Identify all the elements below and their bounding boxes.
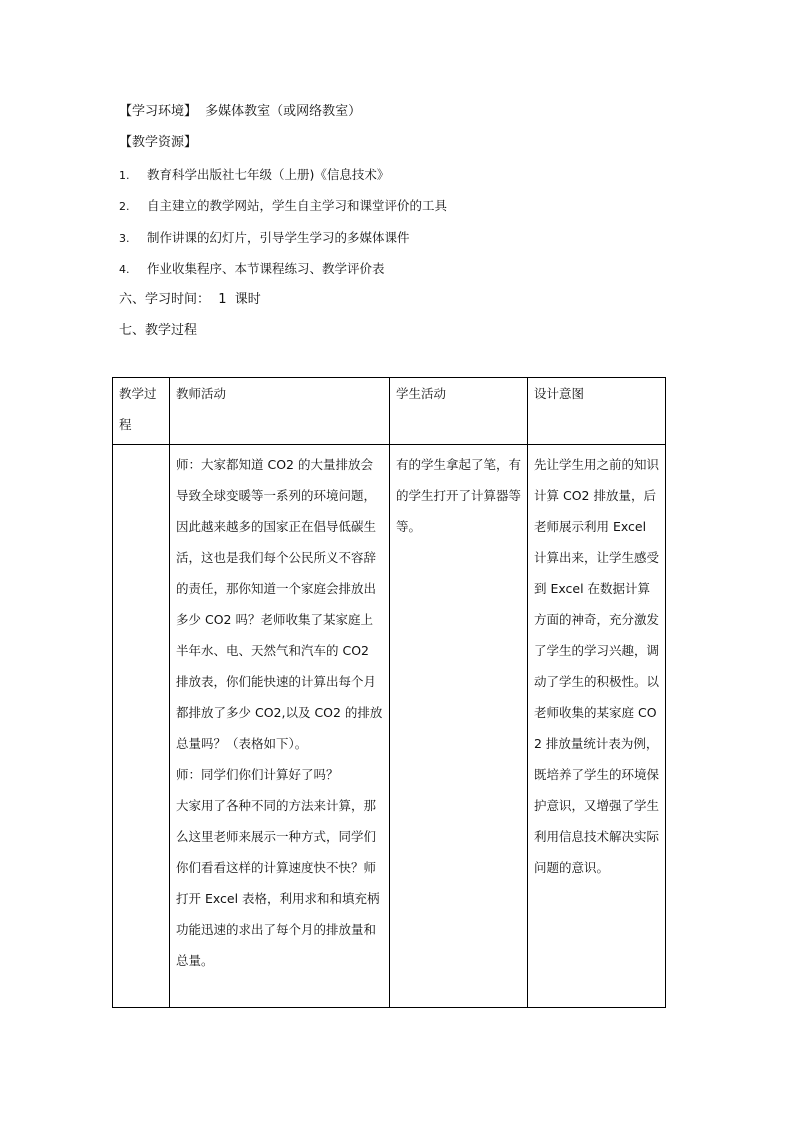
header-teacher: 教师活动 xyxy=(170,378,390,445)
header-intent: 设计意图 xyxy=(528,378,666,445)
cell-process xyxy=(113,445,170,1008)
teacher-paragraph: 师：同学们你们计算好了吗？ xyxy=(176,767,339,782)
resource-text: 自主建立的教学网站，学生自主学习和课堂评价的工具 xyxy=(147,198,448,213)
cell-teacher-activity xyxy=(170,445,390,1008)
cell-student-activity: 有的学生拿起了笔，有的学生打开了计算器等等。 xyxy=(390,445,528,1008)
resource-number: 2. xyxy=(119,200,130,213)
teacher-paragraph: 大家用了各种不同的方法来计算，那么这里老师来展示一种方式，同学们你们看看这样的计算速度快不快？师打开 Excel 表格，利用求和和填充柄功能迅速的求出了每个月的排放量和总量。 xyxy=(176,798,380,968)
resource-text: 教育科学出版社七年级（上册)《信息技术》 xyxy=(147,167,390,182)
header-student: 学生活动 xyxy=(390,378,528,445)
teacher-paragraph: 师：大家都知道 CO2 的大量排放会导致全球变暖等一系列的环境问题，因此越来越多的国家正在倡导低碳生活，这也是我们每个公民所义不容辞的责任，那你知道一个家庭会排放出多少 CO2 吗？老师收集了某家庭上半年水、电、天然气和汽车的 CO2 排放表，你们能快速的计算出每个月都排放了多少 CO2,以及 CO2 的排放总量吗？（表格如下）。 xyxy=(176,457,383,751)
resource-item xyxy=(119,166,389,185)
environment-value: 多媒体教室（或网络教室） xyxy=(205,104,362,119)
cell-design-intent: 先让学生用之前的知识计算 CO2 排放量，后老师展示利用 Excel 计算出来，让学生感受到 Excel 在数据计算方面的神奇，充分激发了学生的学习兴趣，调动了学生的积极性。以老师收集的某家庭 CO2 排放量统计表为例，既培养了学生的环境保护意识，又增强了学生利用信息技术解决实际问题的意识。 xyxy=(528,445,666,1008)
resource-number: 1. xyxy=(119,169,130,182)
teaching-process-table xyxy=(112,377,666,1008)
resources-heading: 【教学资源】 xyxy=(119,135,198,150)
resource-item xyxy=(119,197,447,216)
resource-text: 制作讲课的幻灯片，引导学生学习的多媒体课件 xyxy=(147,230,410,245)
resource-text: 作业收集程序、本节课程练习、教学评价表 xyxy=(147,261,385,276)
process-heading: 七、教学过程 xyxy=(119,323,198,338)
learning-time: 六、学习时间： 1 课时 xyxy=(119,292,261,307)
resource-number: 3. xyxy=(119,232,130,245)
resource-item xyxy=(119,229,410,248)
environment-line xyxy=(119,103,361,121)
environment-label: 【学习环境】 xyxy=(119,104,198,119)
table-row xyxy=(113,445,666,1008)
resource-number: 4. xyxy=(119,263,130,276)
resource-item xyxy=(119,260,385,279)
table-header-row xyxy=(113,378,666,445)
header-process: 教学过程 xyxy=(113,378,170,445)
